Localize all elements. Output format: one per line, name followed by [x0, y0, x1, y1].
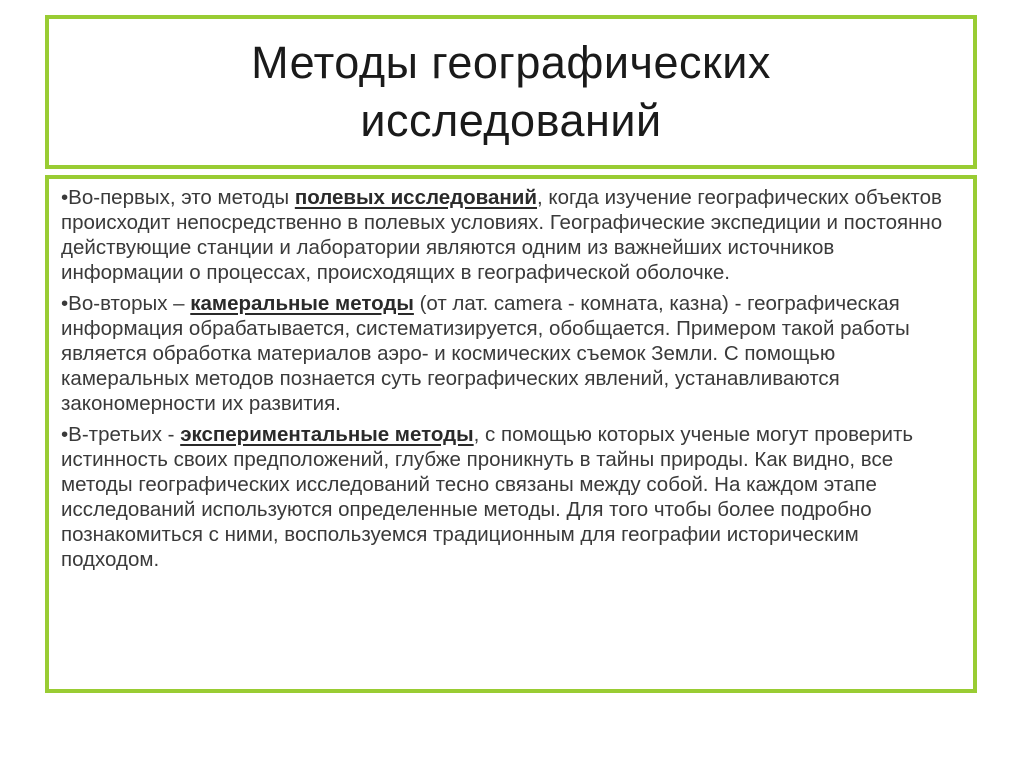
paragraph-text: (от лат. camera - комната, казна) - географическая информация обрабатывается, систематизируется, обобщается. Примером такой работы является обработка материалов аэро- и космических съемок Земли. С помощью камеральных методов познается суть географических явлений, устанавливаются закономерности их развития. — [61, 292, 910, 415]
paragraph-lead: •В-третьих - — [61, 423, 181, 446]
slide-title-line-2: исследований — [360, 95, 662, 146]
paragraph-field-methods — [61, 185, 961, 285]
term-cameral-methods: камеральные методы — [190, 292, 414, 315]
content-box — [45, 175, 977, 693]
term-experimental-methods: экспериментальные методы — [180, 423, 474, 446]
paragraph-experimental-methods — [61, 422, 961, 572]
paragraph-text: , с помощью которых ученые могут проверить истинность своих предположений, глубже проникнуть в тайны природы. Как видно, все методы географических исследований тесно связаны между собой. На каждом этапе исследований используются определенные методы. Для того чтобы более подробно познакомиться с ними, воспользуемся традиционным для географии историческим подходом. — [61, 423, 914, 571]
title-box — [45, 15, 977, 169]
paragraph-lead: •Во-первых, это методы — [61, 186, 295, 209]
paragraph-cameral-methods — [61, 291, 961, 416]
term-field-research: полевых исследований — [294, 186, 537, 209]
slide-title-line-1: Методы географических — [251, 37, 771, 88]
paragraph-text: , когда изучение географических объектов происходит непосредственно в полевых условиях. Географические экспедиции и постоянно действующие станции и лаборатории являются одним из важнейших источников информации о процессах, происходящих в географической оболочке. — [61, 186, 943, 284]
paragraph-lead: •Во-вторых – — [61, 292, 191, 315]
